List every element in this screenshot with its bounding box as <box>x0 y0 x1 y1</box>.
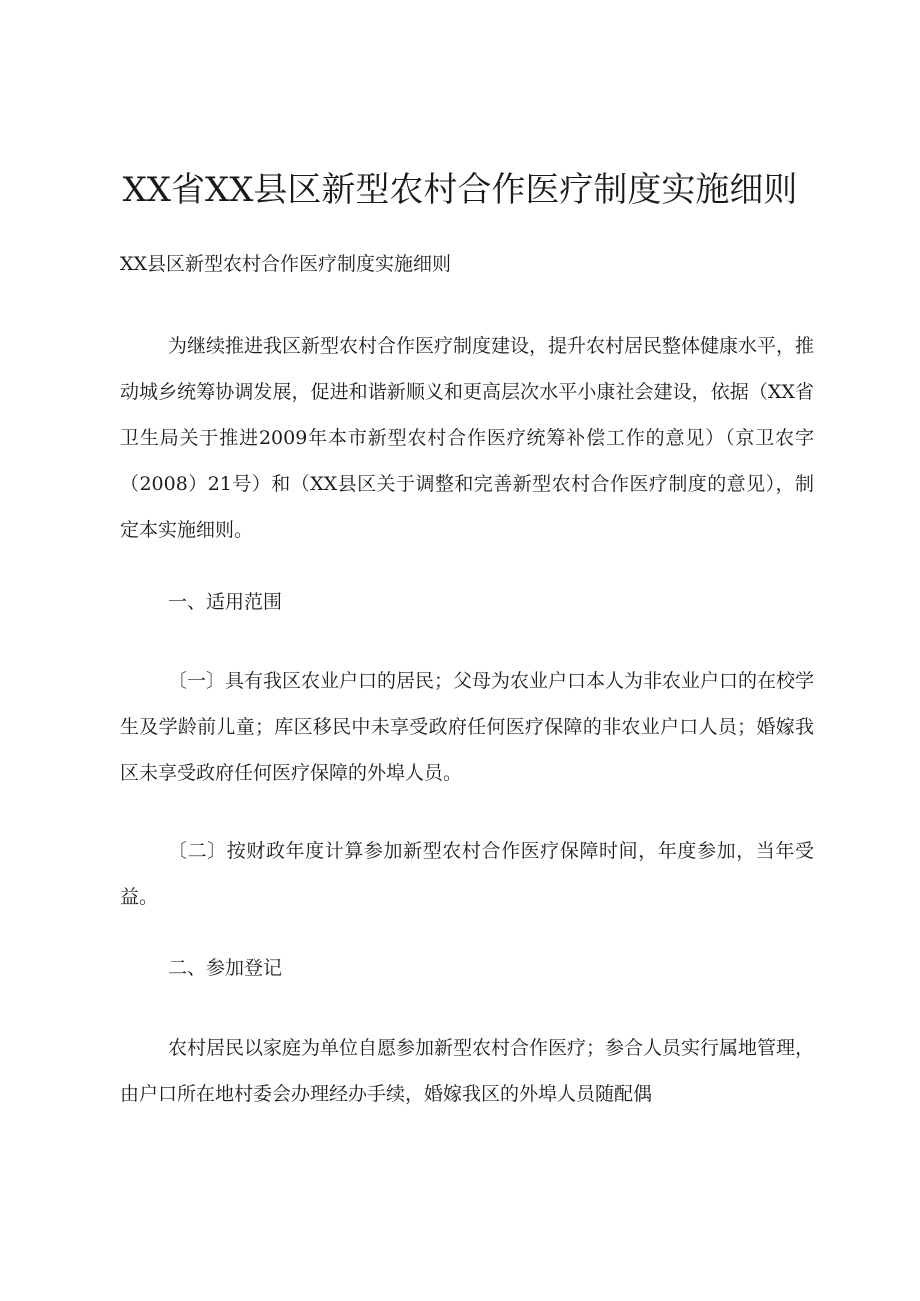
intro-paragraph: 为继续推进我区新型农村合作医疗制度建设，提升农村居民整体健康水平，推动城乡统筹协调发展，促进和谐新顺义和更高层次水平小康社会建设，依据（XX省卫生局关于推进2009年本市新型农村合作医疗统筹补偿工作的意见）（京卫农字（2008）21号）和（XX县区关于调整和完善新型农村合作医疗制度的意见），制定本实施细则。 <box>120 335 815 541</box>
section-heading-registration: 二、参加登记 <box>168 957 283 979</box>
section-heading-scope: 一、适用范围 <box>168 591 283 613</box>
section-paragraph: 〔二〕按财政年度计算参加新型农村合作医疗保障时间，年度参加，当年受益。 <box>120 840 814 908</box>
document-subtitle: XX县区新型农村合作医疗制度实施细则 <box>120 253 452 275</box>
section-paragraph: 〔一〕具有我区农业户口的居民；父母为农业户口本人为非农业户口的在校学生及学龄前儿童；库区移民中未享受政府任何医疗保障的非农业户口人员；婚嫁我区未享受政府任何医疗保障的外埠人员。 <box>120 670 815 784</box>
document-title: XX省XX县区新型农村合作医疗制度实施细则 <box>122 170 798 210</box>
section-paragraph: 农村居民以家庭为单位自愿参加新型农村合作医疗；参合人员实行属地管理，由户口所在地村委会办理经办手续，婚嫁我区的外埠人员随配偶 <box>120 1037 815 1105</box>
